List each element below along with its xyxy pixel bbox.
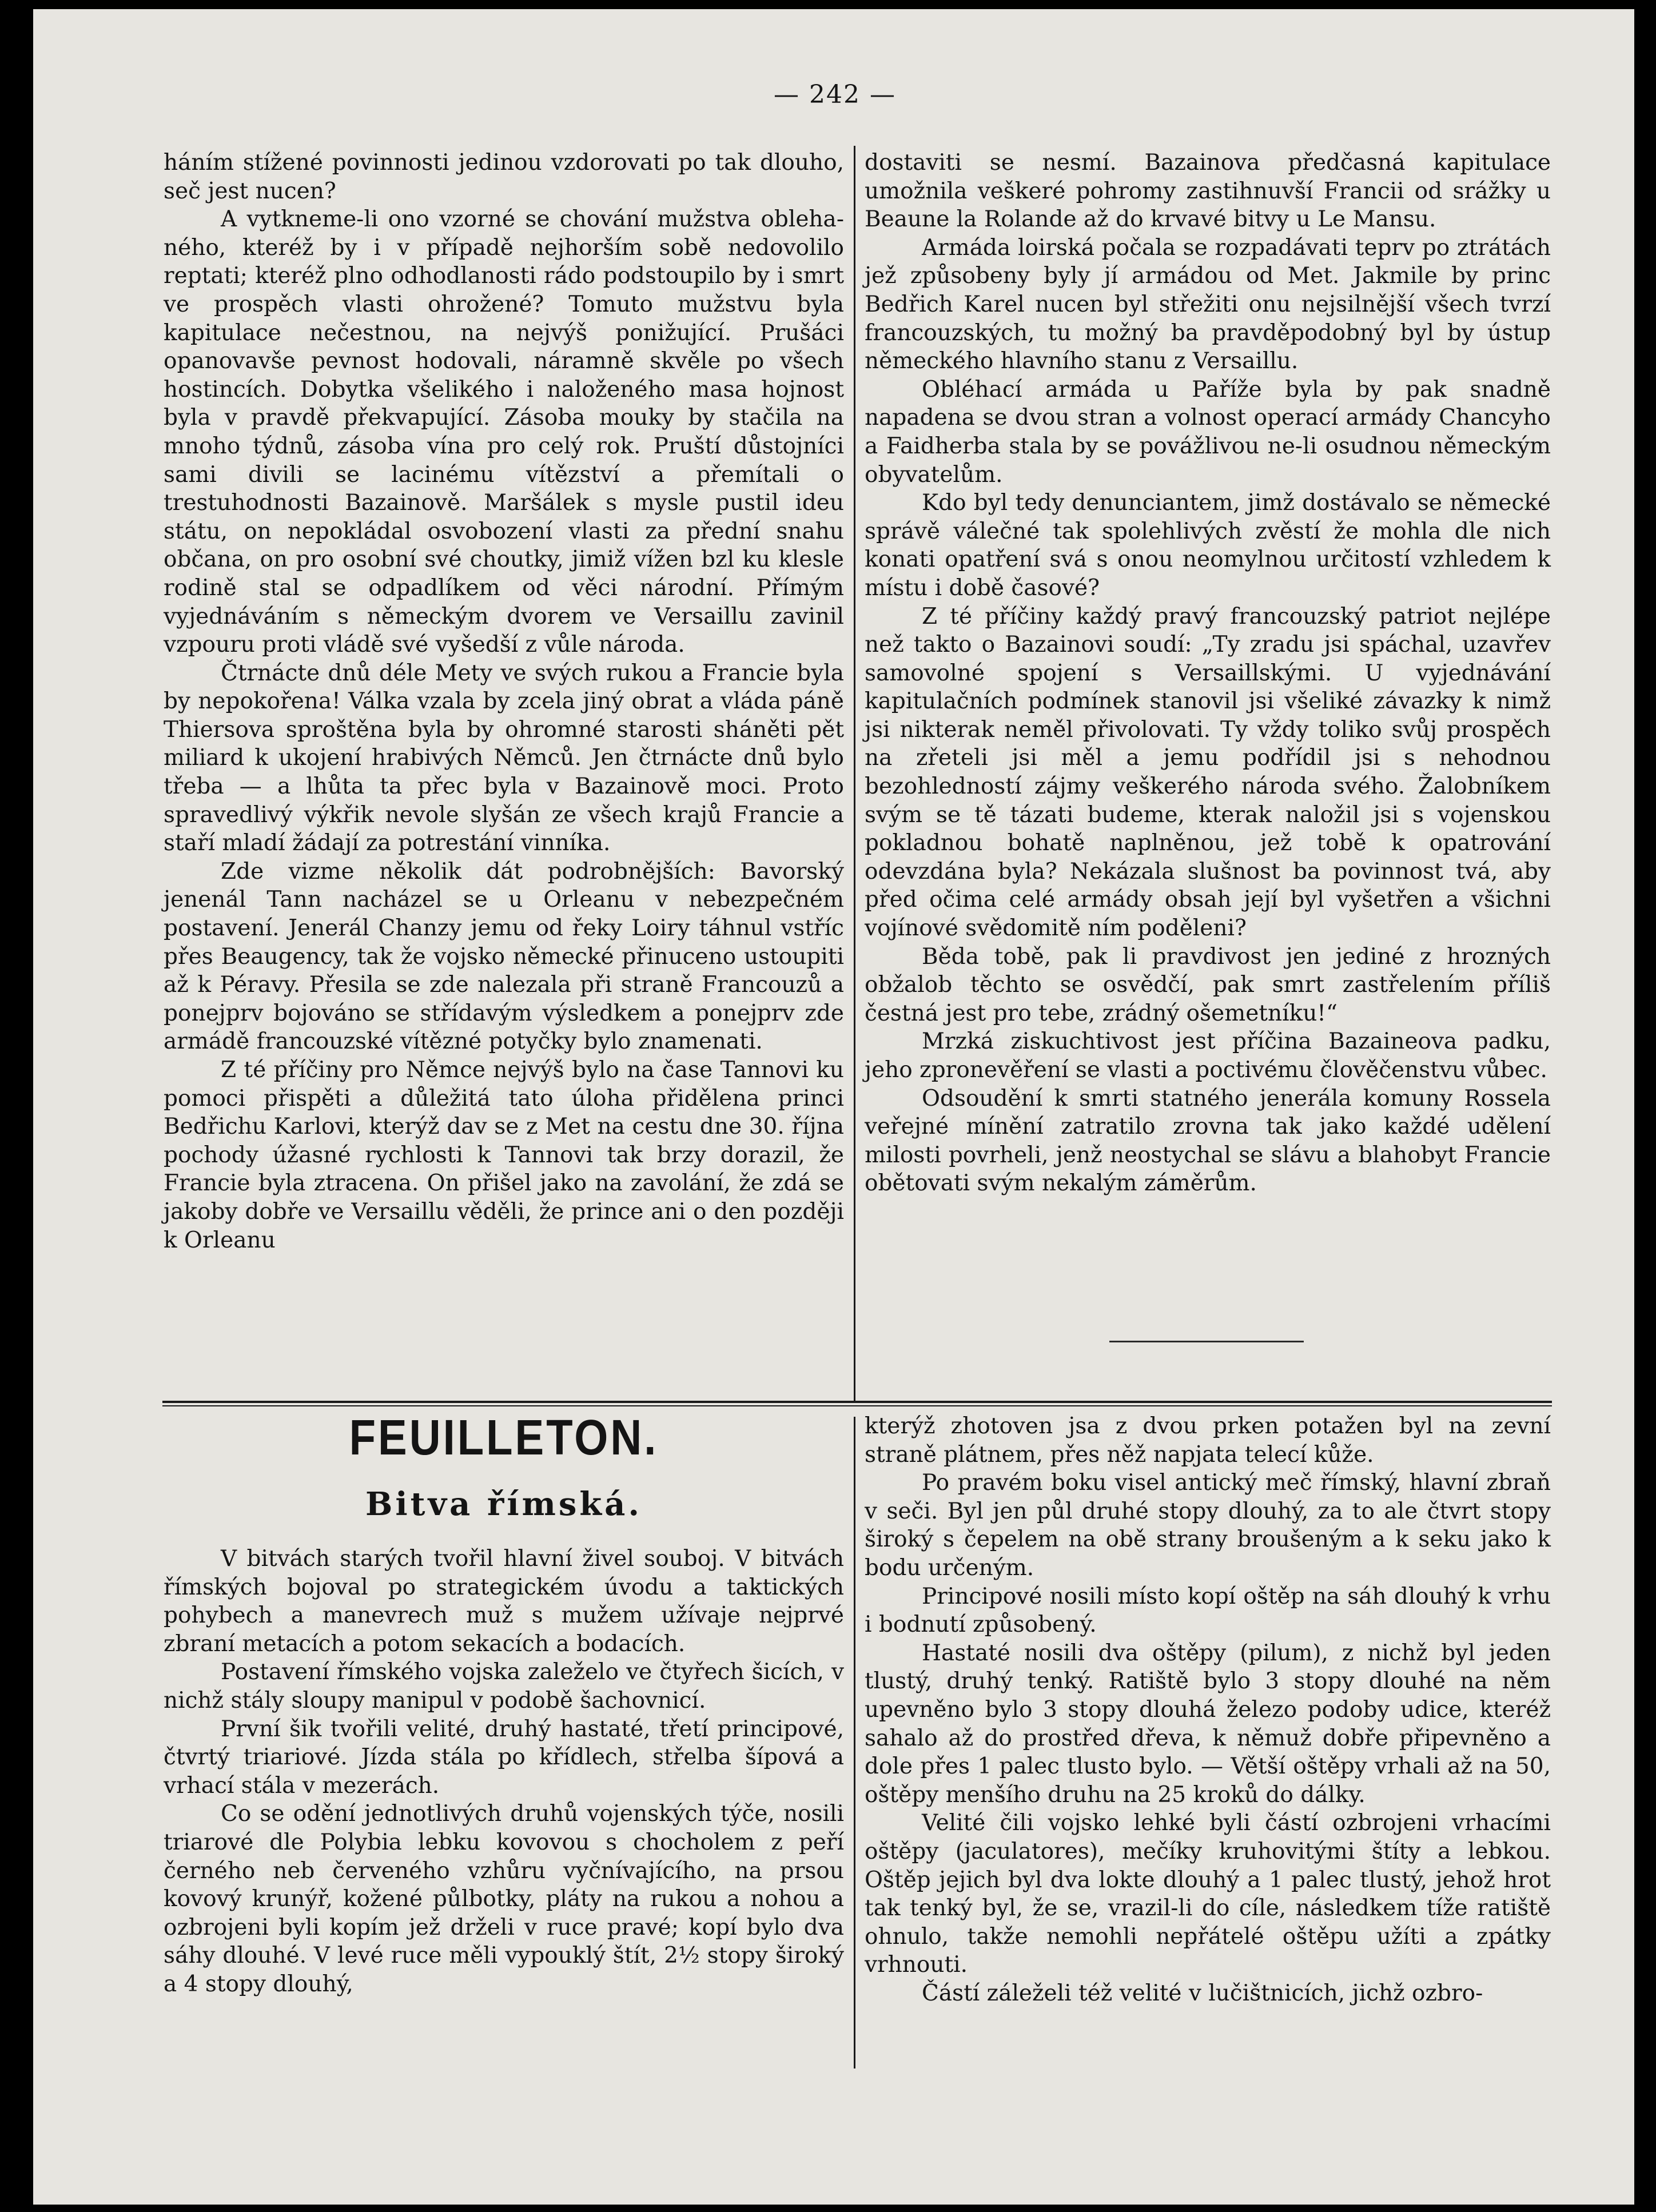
paragraph: Zde vizme několik dát podrobnějších: Bavorský jenenál Tann nacházel se u Orleanu v nebezpečném postavení. Jenerál Chanzy jemu od řeky Loiry táhnul vstříc přes Beaugency, tak že vojsko německé přinuceno ustoupiti až k Péravy. Přesila se zde nalezala při straně Francouzů a ponejprv bojováno se střídavým výsledkem a ponejprv zde armádě francouzské vítězné potyčky bylo znamenati. xyxy=(164,858,844,1055)
article-end-rule xyxy=(1109,1341,1304,1342)
paragraph: Velité čili vojsko lehké byli částí ozbrojeni vrhacími oštěpy (jaculatores), mečíky kruhovitými štíty a lebkou. Oštěp jejich byl dva lokte dlouhý a 1 palec tlustý, jehož hrot tak tenký byl, že se, vrazil-li do cíle, následkem tíže ratiště ohnulo, takže nemohli nepřátelé oštěpu užíti a zpátky vrhnouti. xyxy=(865,1810,1551,1978)
paragraph: Po pravém boku visel antický meč římský, hlavní zbraň v seči. Byl jen půl druhé stopy dlouhý, za to ale čtvrt stopy široký s čepelem na obě strany broušeným a k seku jako k bodu určeným. xyxy=(865,1470,1551,1581)
feuilleton-right-column xyxy=(865,1412,1551,2064)
paragraph: Čtrnácte dnů déle Mety ve svých rukou a Francie byla by nepokořena! Válka vzala by zcela jiný obrat a vláda páně Thiersova sproštěna byla by ohromné starosti sháněti pět miliard k ukojení hrabivých Němců. Jen čtrnácte dnů bylo třeba — a lhůta ta přec byla v Bazainově moci. Proto spravedlivý výkřik nevole slyšán ze všech krajů Francie a staří mladí žádají za potrestání vinníka. xyxy=(164,660,844,856)
paragraph: Běda tobě, pak li pravdivost jen jediné z hrozných obžalob těchto se osvědčí, pak smrt zastřelením příliš čestná jest pro tebe, zrádný ošemetníku!“ xyxy=(865,943,1551,1026)
page-number: — 242 — xyxy=(774,80,896,109)
feuilleton-left-paragraphs xyxy=(164,1545,844,1999)
paragraph: Armáda loirská počala se rozpadávati teprv po ztrátách jež způsobeny byly jí armádou od Met. Jakmile by princ Bedřich Karel nucen byl střežiti onu nejsilnější všech tvrzí francouzských, tu možný ba pravděpodobný byl by ústup německého hlavního stanu z Versaillu. xyxy=(865,234,1551,374)
feuilleton-separator-rule-thin xyxy=(162,1405,1552,1406)
paragraph: První šik tvořili velité, druhý hastaté, třetí principové, čtvrtý triariové. Jízda stála po křídlech, střelba šípová a vrhací stála v mezerách. xyxy=(164,1716,844,1799)
column-divider-bottom xyxy=(854,1417,855,2068)
paragraph: Principové nosili místo kopí oštěp na sáh dlouhý k vrhu i bodnutí způsobený. xyxy=(865,1583,1551,1638)
paragraph: Odsoudění k smrti statného jenerála komuny Rossela veřejné mínění zatratilo zrovna tak jako každé udělení milosti povrheli, jenž neostychal se slávu a blahobyt Francie obětovati svým nekalým záměrům. xyxy=(865,1085,1551,1197)
paragraph: V bitvách starých tvořil hlavní živel souboj. V bitvách římských bojoval po strategickém úvodu a taktických pohybech a manevrech muž s mužem užívaje nejprvé zbraní metacích a potom sekacích a bodacích. xyxy=(164,1546,844,1657)
paragraph: Částí záleželi též velité v lučištnicích, jichž ozbro- xyxy=(922,1980,1483,2006)
feuilleton-separator-rule xyxy=(162,1401,1552,1403)
paragraph: Z té příčiny pro Němce nejvýš bylo na čase Tannovi ku pomoci přispěti a důležitá tato úloha přidělena princi Bedřichu Karlovi, kterýž dav se z Met na cestu dne 30. října pochody úžasné rychlosti k Tannovi tak brzy dorazil, že Francie byla ztracena. On přišel jako na zavolání, že zdá se jakoby dobře ve Versaillu věděli, že prince ani o den později k Orleanu xyxy=(164,1057,844,1253)
paragraph: Obléhací armáda u Paříže byla by pak snadně napadena se dvou stran a volnost operací armády Chancyho a Faidherba stala by se povážlivou ne-li osudnou německým obyvatelům. xyxy=(865,376,1551,488)
paragraph: Mrzká ziskuchtivost jest příčina Bazaineova padku, jeho zpronevěření se vlasti a poctivému člověčenstvu vůbec. xyxy=(865,1029,1551,1083)
article-title: Bitva římská. xyxy=(365,1485,642,1523)
feuilleton-heading: FEUILLETON. xyxy=(349,1409,659,1466)
paragraph: dostaviti se nesmí. Bazainova předčasná kapitulace umožnila veškeré pohromy zastihnuvší Francii od srážky u Beaune la Rolande až do krvavé bitvy u Le Mansu. xyxy=(865,150,1551,233)
paragraph: háním stížené povinnosti jedinou vzdorovati po tak dlouho, seč jest nucen? xyxy=(164,150,844,204)
paragraph: Co se odění jednotlivých druhů vojenských týče, nosili triarové dle Polybia lebku kovovou s chocholem z peří černého neb červeného vzhůru vyčnívajícího, na prsou kovový krunýř, kožené půlbotky, pláty na rukou a nohou a ozbrojeni byli kopím jež drželi v ruce pravé; kopí bylo dva sáhy dlouhé. V levé ruce měli vypouklý štít, 2½ stopy široký a 4 stopy dlouhý, xyxy=(164,1801,844,1997)
main-article-left-column xyxy=(164,149,844,1395)
paragraph: Z té příčiny každý pravý francouzský patriot nejlépe než takto o Bazainovi soudí: „Ty zradu jsi spáchal, uzavřev samovolné spojení s Versaillskými. U vyjednávání kapitulačních podmínek stanovil jsi všeliké závazky k nimž jsi nikterak neměl přivolovati. Ty vždy toliko svůj prospěch na zřeteli jsi měl a jemu podřídil jsi s nehodnou bezohledností zájmy veškerého národa svého. Žalobníkem svým se tě tázati budeme, kterak naložil jsi s vojenskou pokladnou bohatě naplněnou, jež tobě k opatrování odevzdána byla? Nekázala slušnost ba povinnost tvá, aby před očima celé armády obsah její byl vyšetřen a všichni vojínové svědomitě ním poděleni? xyxy=(865,603,1551,942)
paragraph: Postavení římského vojska zaleželo ve čtyřech šicích, v nichž stály sloupy manipul v podobě šachovnicí. xyxy=(164,1659,844,1713)
feuilleton-left-column xyxy=(164,1409,844,2064)
paragraph: A vytkneme-li ono vzorné se chování mužstva oblehaného, kteréž by i v případě nejhorším sobě nedovolilo reptati; kteréž plno odhodlanosti rádo podstoupilo by i smrt ve prospěch vlasti ohrožené? Tomuto mužstvu byla kapitulace nečestnou, na nejvýš ponižující. Prušáci opanovavše pevnost hodovali, náramně skvěle po všech hostincích. Dobytka všelikého i naloženého masa hojnost byla v pravdě překvapující. Zásoba mouky by stačila na mnoho týdnů, zásoba vína pro celý rok. Pruští důstojníci sami divili se lacinému vítězství a přemítali o trestuhodnosti Bazainově. Maršálek s mysle pustil ideu státu, on nepokládal osvobození vlasti za přední snahu občana, on pro osobní své choutky, jimiž vížen bzl ku klesle rodině stal se odpadlíkem od věci národní. Přímým vyjednáváním s německým dvorem ve Versaillu zavinil vzpouru proti vládě své vyšedší z vůle národa. xyxy=(164,206,844,658)
main-article-right-column xyxy=(865,149,1551,1304)
paragraph: Hastaté nosili dva oštěpy (pilum), z nichž byl jeden tlustý, druhý tenký. Ratiště bylo 3 stopy dlouhé na něm upevněno bylo 3 stopy dlouhá železo podoby udice, kteréž sahalo až do prostřed dřeva, k němuž dobře připevněno a dole přes 1 palec tlusto bylo. — Větší oštěpy vrhali až na 50, oštěpy menšího druhu na 25 kroků do dálky. xyxy=(865,1640,1551,1808)
column-divider-top xyxy=(854,146,855,1401)
paragraph: Kdo byl tedy denunciantem, jimž dostávalo se německé správě válečné tak spolehlivých zvěstí že mohla dle nich konati opatření svá s onou neomylnou určitostí vzhledem k místu i době časové? xyxy=(865,490,1551,601)
paragraph: kterýž zhotoven jsa z dvou prken potažen byl na zevní straně plátnem, přes něž napjata telecí kůže. xyxy=(865,1413,1551,1468)
